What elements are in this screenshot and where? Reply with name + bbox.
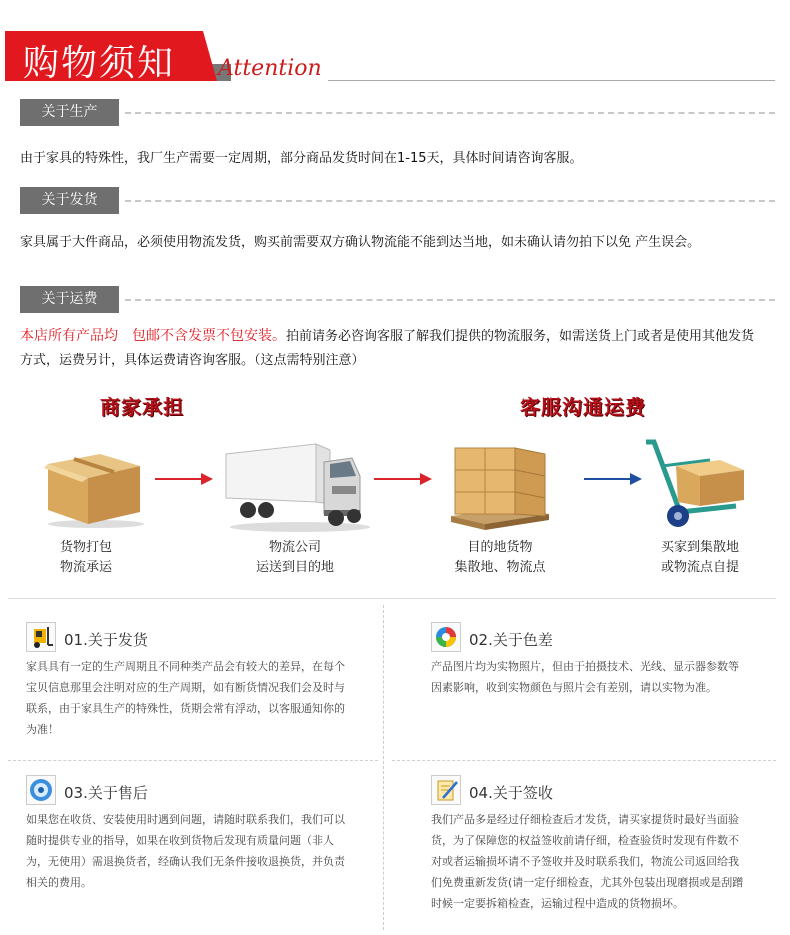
freight-detail: 拍前请务必咨询客服了解我们提供的物流服务，如需送货上门或者是使用其他发货方式，运费另计，具体运费请咨询客服。（这点需特别注意） [20, 329, 755, 368]
section-divider [125, 200, 775, 202]
section-text-shipping: 家具属于大件商品，必须使用物流发货，购买前需要双方确认物流能不能到达当地，如未确认请勿拍下以免 产生误会。 [20, 235, 701, 250]
merchant-bears-label: 商家承担 [100, 395, 184, 419]
note-title-shipping: 01.关于发货 [64, 631, 148, 649]
notes-row-divider [8, 760, 378, 761]
box-icon [40, 440, 150, 530]
truck-icon [220, 432, 370, 532]
arrow-right-icon [155, 472, 215, 486]
note-title-aftersales: 03.关于售后 [64, 784, 148, 802]
step-line: 集散地、物流点 [454, 560, 546, 575]
step-line: 货物打包 [59, 540, 112, 555]
section-tag-production: 关于生产 [20, 99, 119, 126]
note-text-aftersales: 如果您在收货、安装使用时遇到问题，请随时联系我们，我们可以随时提供专业的指导，如果在收到货物后发现有质量问题（非人为，无使用）需退换货者，经确认我们无条件接收退换货，并负责相关的费用。 [26, 813, 345, 889]
header-rule [328, 80, 775, 81]
step-caption [240, 538, 350, 578]
service-icon [26, 775, 56, 805]
notes-top-rule [8, 598, 776, 599]
note-text-color: 产品图片均为实物照片，但由于拍摄技术、光线、显示器参数等因素影响，收到实物颜色与照片会有差别，请以实物为准。 [431, 660, 739, 694]
section-divider [125, 112, 775, 114]
section-text-production: 由于家具的特殊性，我厂生产需要一定周期，部分商品发货时间在1-15天，具体时间请咨询客服。 [20, 151, 583, 166]
notes-row-divider [392, 760, 776, 761]
step-line: 买家到集散地 [660, 540, 739, 555]
section-tag-shipping: 关于发货 [20, 187, 119, 214]
arrow-right-icon [374, 472, 434, 486]
freight-highlight: 本店所有产品均 包邮不含发票不包安装。 [20, 328, 286, 344]
pallet-icon [445, 436, 555, 532]
forklift-icon [26, 622, 56, 652]
arrow-right-icon [584, 472, 644, 486]
section-divider [125, 299, 775, 301]
note-text-signoff: 我们产品多是经过仔细检查后才发货，请买家提货时最好当面验货，为了保障您的权益签收前请仔细，检查验货时发现有件数不对或者运输损坏请不予签收并及时联系我们，物流公司返回给我们免费重新发货(请一定仔细检查，尤其外包装出现磨损或是刮蹭时候一定要拆箱检查，运输过程中造成的货物损坏。 [431, 813, 744, 910]
hand-truck-icon [640, 436, 750, 532]
step-caption [645, 538, 755, 578]
step-caption [36, 538, 136, 578]
section-tag-freight: 关于运费 [20, 286, 119, 313]
header-banner-tip [203, 31, 217, 81]
header-title-banner [5, 31, 203, 84]
page-subtitle: Attention [218, 56, 322, 81]
sign-icon [431, 775, 461, 805]
step-caption [440, 538, 560, 578]
step-line: 目的地货物 [467, 540, 533, 555]
step-line: 物流公司 [268, 540, 321, 555]
page-header [0, 0, 790, 95]
step-line: 运送到目的地 [255, 560, 334, 575]
step-line: 物流承运 [59, 560, 112, 575]
section-text-freight [20, 324, 765, 373]
color-wheel-icon [431, 622, 461, 652]
note-title-color: 02.关于色差 [469, 631, 553, 649]
notes-center-divider [383, 605, 384, 930]
page-title: 购物须知 [23, 43, 176, 84]
note-text-shipping: 家具具有一定的生产周期且不同种类产品会有较大的差异，在每个宝贝信息那里会注明对应的生产周期，如有断货情况我们会及时与联系，由于家具生产的特殊性，货期会常有浮动，以客服通知你的为准！ [26, 660, 345, 736]
step-line: 或物流点自提 [660, 560, 739, 575]
customer-service-label: 客服沟通运费 [520, 395, 646, 419]
note-title-signoff: 04.关于签收 [469, 784, 553, 802]
